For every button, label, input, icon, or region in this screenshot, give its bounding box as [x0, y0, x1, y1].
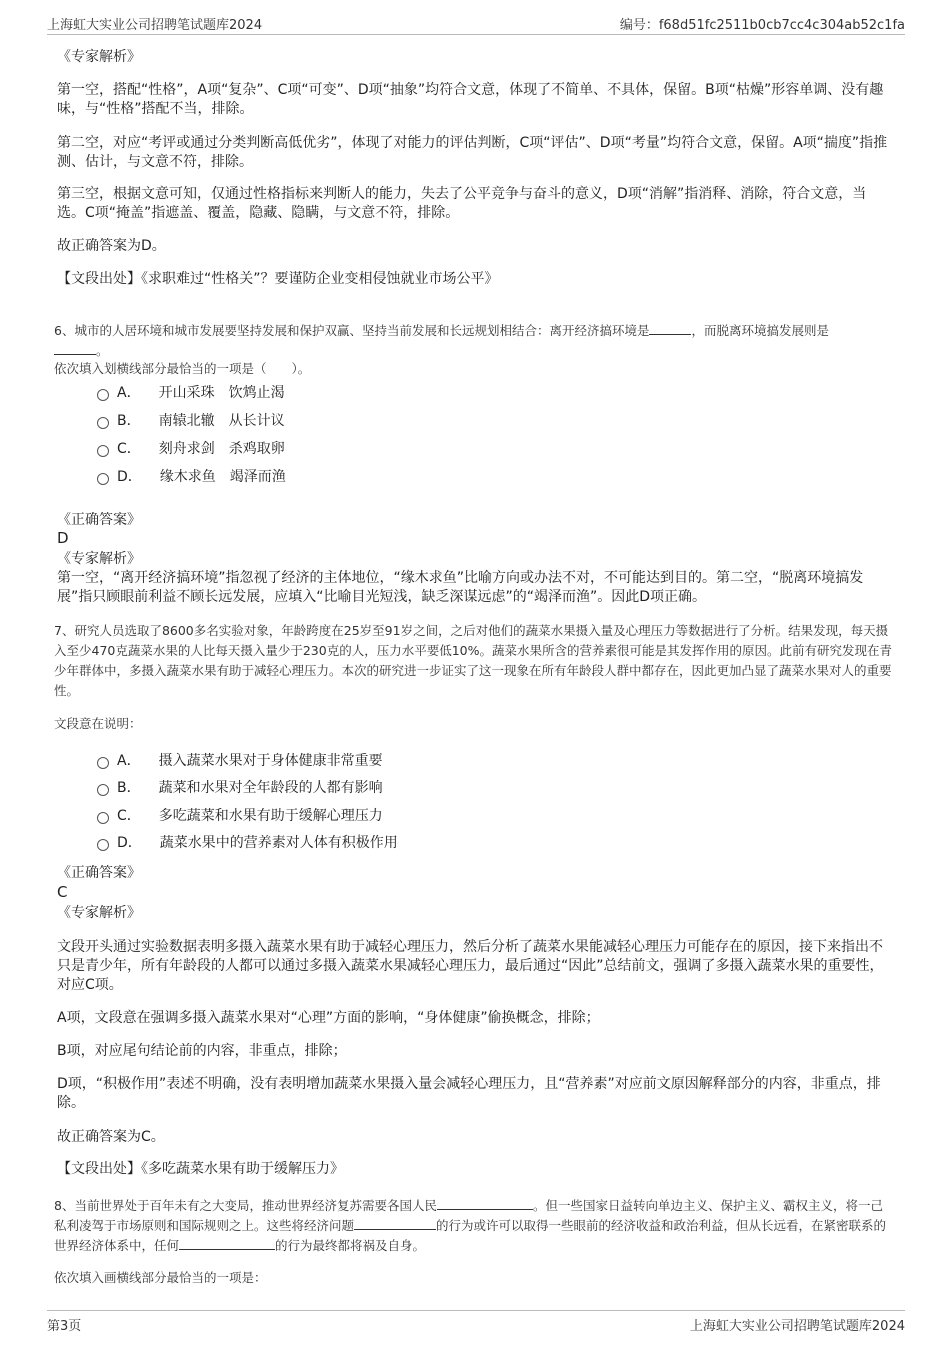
- page-footer: [47, 1310, 905, 1334]
- header-title: 上海虹大实业公司招聘笔试题库2024: [47, 18, 263, 33]
- q8-stem: 8、当前世界处于百年未有之大变局，推动世界经济复苏需要各国人民 。但一些国家日益转向单边主义、保护主义、霸权主义，将一己私利凌驾于市场原则和国际规则之上。这些将经济问题 的行为或许可以取得一些眼前的经济收益和政治利益，但从长远看，在紧密联系的世界经济体系中，任何 的行为最终都将祸及自身。: [54, 1198, 887, 1253]
- radio-icon[interactable]: [97, 784, 109, 796]
- q6-option-a[interactable]: A． 开山采珠 饮鸩止渴: [97, 383, 285, 403]
- q5-analysis-p3: 第三空，根据文意可知，仅通过性格指标来判断人的能力，失去了公平竞争与奋斗的意义，D项“消解”指消释、消除，符合文意，当选。C项“掩盖”指遮盖、覆盖，隐藏、隐瞒，与文意不符，排除。: [57, 186, 867, 221]
- radio-icon[interactable]: [97, 389, 109, 401]
- q6-stem: [54, 321, 892, 361]
- radio-icon[interactable]: [97, 839, 109, 851]
- q5-analysis-p1: 第一空，搭配“性格”，A项“复杂”、C项“可变”、D项“抽象”均符合文意，体现了不简单、不具体，保留。B项“枯燥”形容单调、没有趣味，与“性格”搭配不当，排除。: [57, 82, 884, 117]
- q5-source: 【文段出处】《求职难过“性格关”？要谨防企业变相侵蚀就业市场公平》: [57, 271, 499, 287]
- q5-expert-label: 《专家解析》: [57, 49, 141, 65]
- q7-answer-label: 《正确答案》: [57, 865, 141, 881]
- q6-expert-label: 《专家解析》: [57, 551, 141, 567]
- q7-option-b[interactable]: B． 蔬菜和水果对全年龄段的人都有影响: [97, 778, 383, 798]
- footer-page-number: 第3页: [47, 1319, 82, 1334]
- page-header: [47, 14, 905, 35]
- radio-icon[interactable]: [97, 445, 109, 457]
- q8-blank-1: [437, 1209, 533, 1210]
- q7-source: 【文段出处】《多吃蔬菜水果有助于缓解压力》: [57, 1161, 344, 1177]
- q6-stem-part1: 6、城市的人居环境和城市发展要坚持发展和保护双赢、坚持当前发展和长远规划相结合：离开经济搞环境是: [54, 323, 650, 338]
- q8-blank-3: [179, 1249, 275, 1250]
- q7-option-a[interactable]: A． 摄入蔬菜水果对于身体健康非常重要: [97, 751, 383, 771]
- q7-option-c[interactable]: C． 多吃蔬菜和水果有助于缓解心理压力: [97, 806, 383, 826]
- q6-blank-1: [649, 334, 691, 335]
- footer-title: 上海虹大实业公司招聘笔试题库2024: [689, 1319, 905, 1334]
- q6-answer: D: [57, 529, 69, 547]
- q7-answer: C: [57, 883, 68, 901]
- q7-analysis-p1: 文段开头通过实验数据表明多摄入蔬菜水果有助于减轻心理压力，然后分析了蔬菜水果能减轻心理压力可能存在的原因，接下来指出不只是青少年，所有年龄段的人都可以通过多摄入蔬菜水果减轻心理压力，最后通过“因此”总结前文，强调了多摄入蔬菜水果的重要性，对应C项。: [57, 939, 884, 993]
- q7-prompt: 文段意在说明：: [54, 716, 142, 731]
- q5-analysis-p2: 第二空，对应“考评或通过分类判断高低优劣”，体现了对能力的评估判断，C项“评估”、D项“考量”均符合文意，保留。A项“揣度”指推测、估计，与文意不符，排除。: [57, 135, 888, 170]
- q6-answer-label: 《正确答案》: [57, 512, 141, 528]
- q6-option-c[interactable]: C． 刻舟求剑 杀鸡取卵: [97, 439, 285, 459]
- q7-stem: 7、研究人员选取了8600多名实验对象，年龄跨度在25岁至91岁之间，之后对他们的蔬菜水果摄入量及心理压力等数据进行了分析。结果发现，每天摄入至少470克蔬菜水果的人比每天摄入量少于230克的人，压力水平要低10%。蔬菜水果所含的营养素很可能是其发挥作用的原因。此前有研究发现在青少年群体中，多摄入蔬菜水果有助于减轻心理压力。本次的研究进一步证实了这一现象在所有年龄段人群中都存在，因此更加凸显了蔬菜水果对人的重要性。: [54, 623, 893, 698]
- q6-prompt: 依次填入划横线部分最恰当的一项是（ ）。: [54, 361, 311, 376]
- header-doc-id: 编号：f68d51fc2511b0cb7cc4c304ab52c1fa: [619, 18, 905, 33]
- q6-option-b[interactable]: B． 南辕北辙 从长计议: [97, 411, 285, 431]
- radio-icon[interactable]: [97, 417, 109, 429]
- q6-option-d[interactable]: D． 缘木求鱼 竭泽而渔: [97, 467, 286, 487]
- q7-expert-label: 《专家解析》: [57, 905, 141, 921]
- radio-icon[interactable]: [97, 812, 109, 824]
- radio-icon[interactable]: [97, 473, 109, 485]
- q7-conclusion: 故正确答案为C。: [57, 1129, 165, 1145]
- q8-prompt: 依次填入画横线部分最恰当的一项是：: [54, 1270, 267, 1285]
- q6-stem-part3: 。: [96, 343, 109, 358]
- q6-blank-2: [54, 354, 96, 355]
- q7-analysis-p4: D项，“积极作用”表述不明确，没有表明增加蔬菜水果摄入量会减轻心理压力，且“营养素”对应前文原因解释部分的内容，非重点，排除。: [57, 1076, 881, 1111]
- q6-analysis: 第一空，“离开经济搞环境”指忽视了经济的主体地位，“缘木求鱼”比喻方向或办法不对，不可能达到目的。第二空，“脱离环境搞发展”指只顾眼前利益不顾长远发展，应填入“比喻目光短浅，缺乏深谋远虑”的“竭泽而渔”。因此D项正确。: [57, 570, 864, 605]
- q6-stem-part2: ，而脱离环境搞发展则是: [691, 323, 829, 338]
- q5-conclusion: 故正确答案为D。: [57, 238, 166, 254]
- radio-icon[interactable]: [97, 757, 109, 769]
- q7-analysis-p2: A项，文段意在强调多摄入蔬菜水果对“心理”方面的影响，“身体健康”偷换概念，排除；: [57, 1010, 600, 1026]
- q7-option-d[interactable]: D． 蔬菜水果中的营养素对人体有积极作用: [97, 833, 398, 853]
- q7-analysis-p3: B项，对应尾句结论前的内容，非重点，排除；: [57, 1043, 347, 1059]
- q8-blank-2: [354, 1229, 436, 1230]
